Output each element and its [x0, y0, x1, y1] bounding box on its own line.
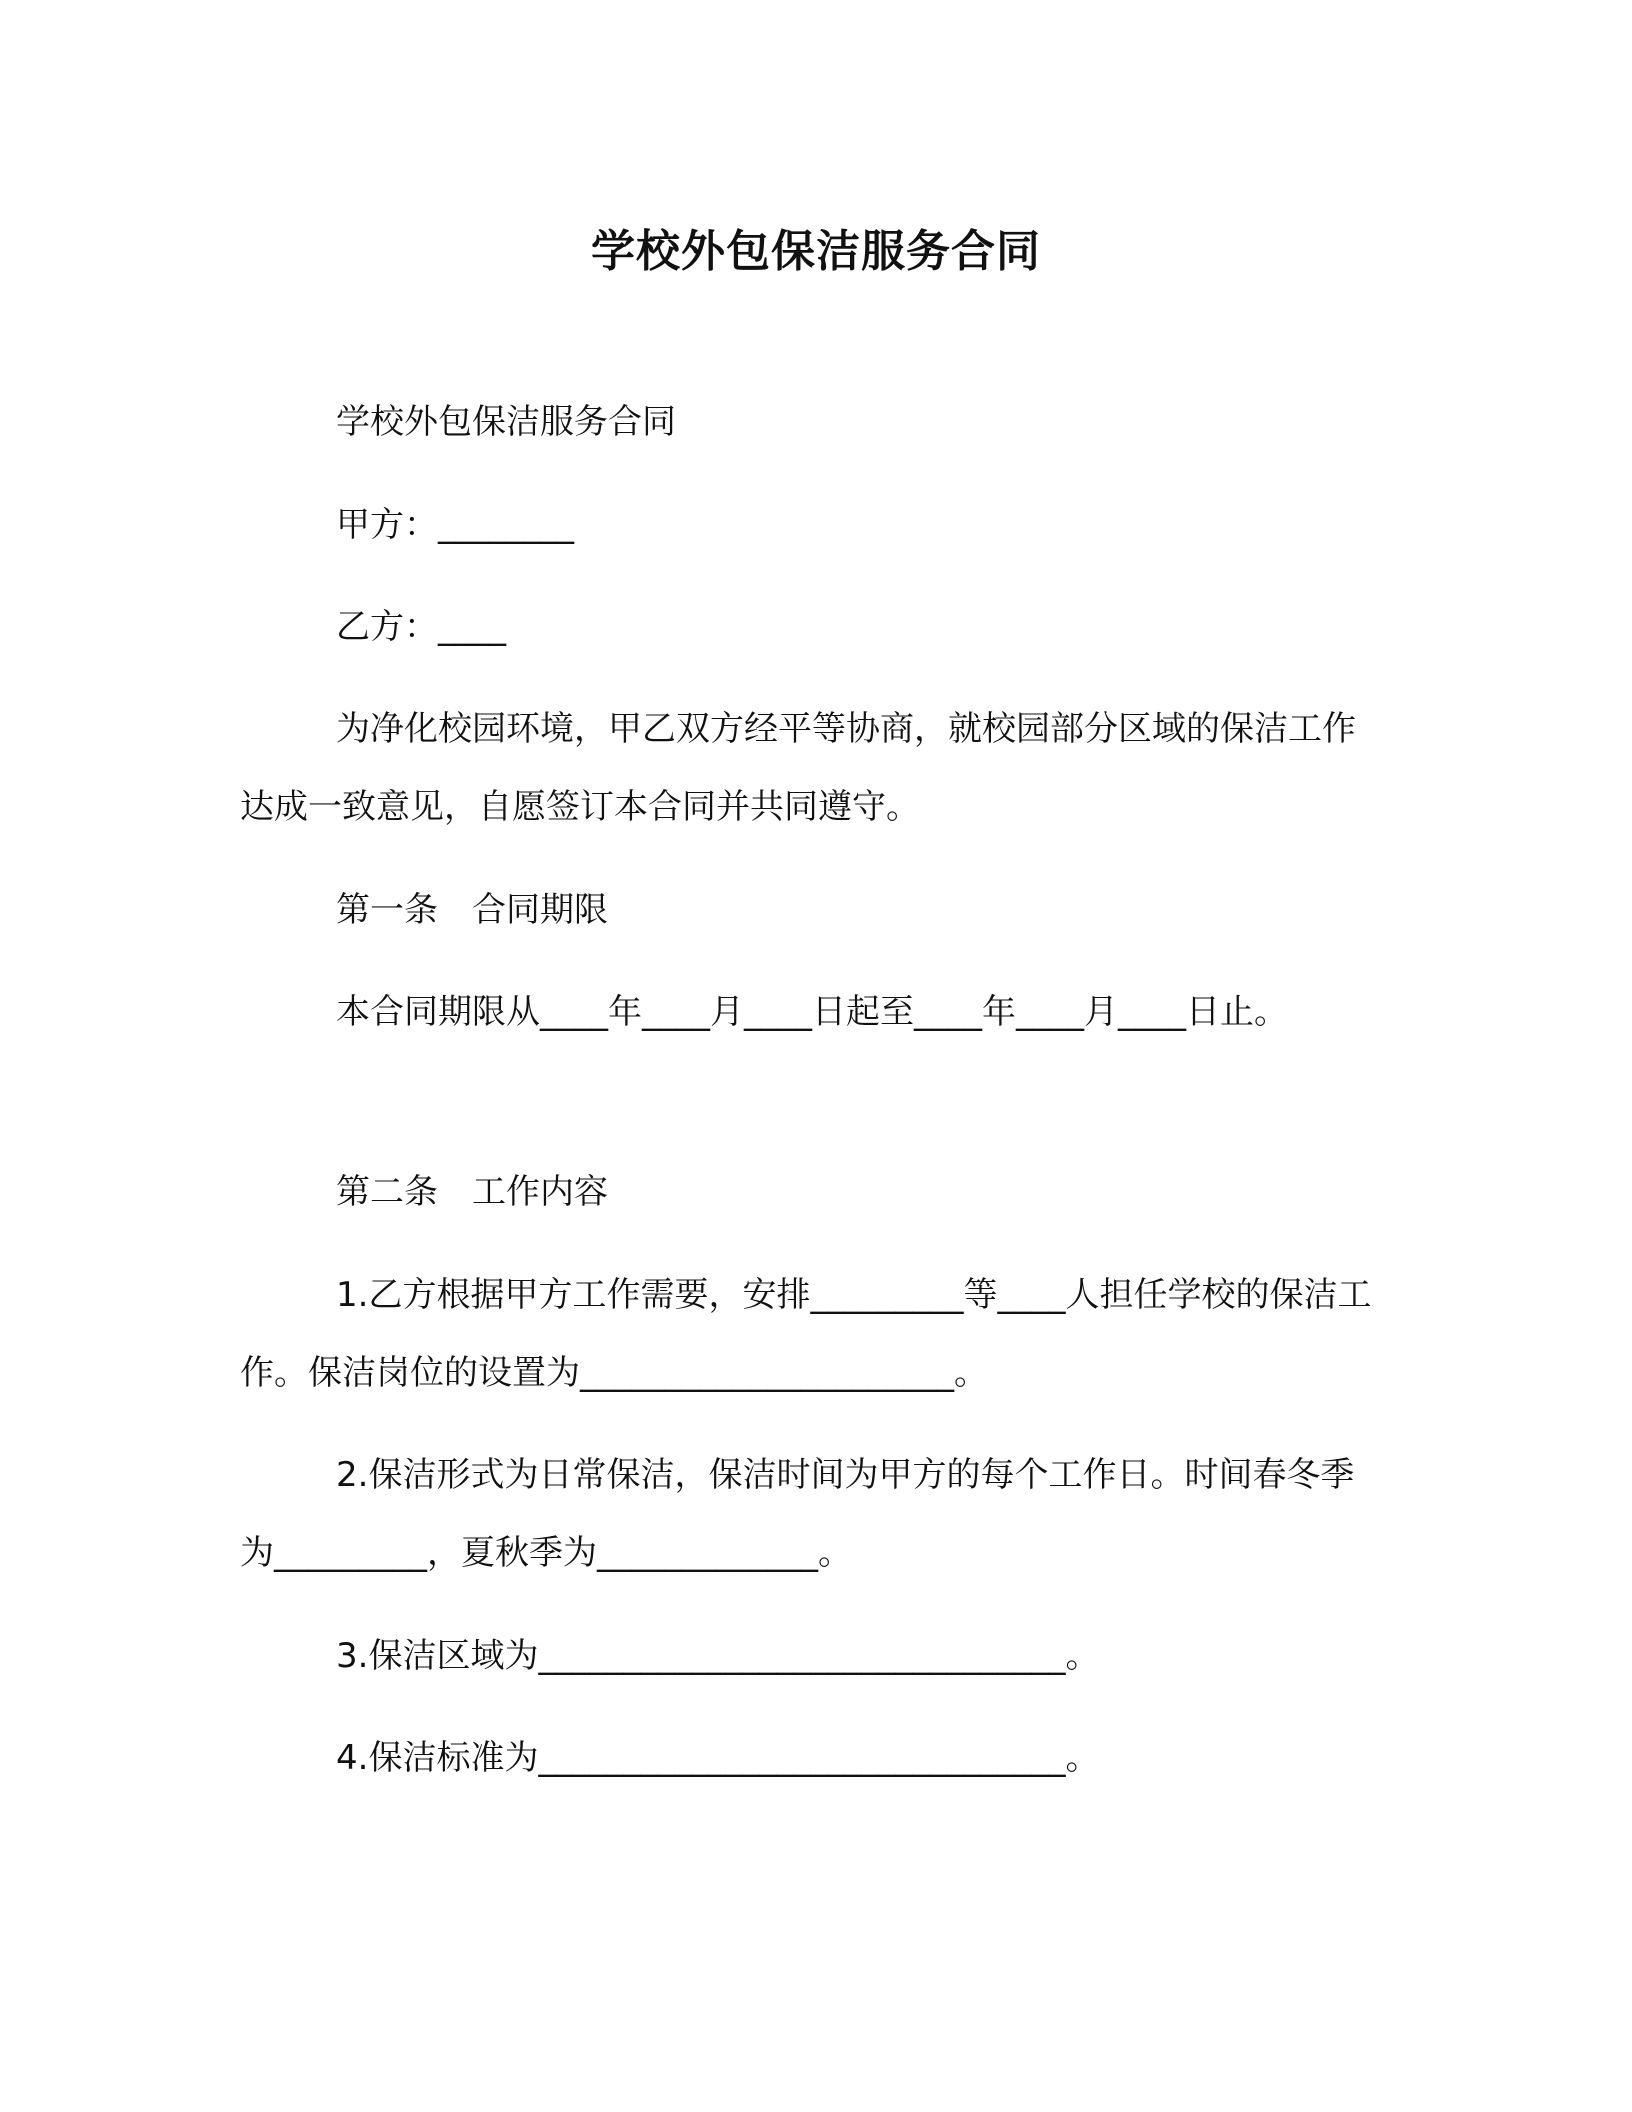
paragraph-work-item-2: 2.保洁形式为日常保洁，保洁时间为甲方的每个工作日。时间春冬季为_________，夏秋季为_____________。	[240, 1455, 1355, 1573]
paragraph-contract-name: 学校外包保洁服务合同	[336, 402, 676, 442]
heading-article-1: 第一条 合同期限	[336, 890, 608, 930]
paragraph-party-a: 甲方：________	[336, 505, 574, 545]
document-title: 学校外包保洁服务合同	[591, 226, 1041, 277]
paragraph-preamble: 为净化校园环境，甲乙双方经平等协商，就校园部分区域的保洁工作达成一致意见，自愿签订本合同并共同遵守。	[240, 709, 1356, 827]
paragraph-work-item-4: 4.保洁标准为_______________________________。	[336, 1738, 1100, 1778]
paragraph-work-item-1: 1.乙方根据甲方工作需要，安排_________等____人担任学校的保洁工作。保洁岗位的设置为______________________。	[240, 1275, 1372, 1393]
paragraph-contract-term: 本合同期限从____年____月____日起至____年____月____日止。	[336, 992, 1288, 1032]
paragraph-party-b: 乙方：____	[336, 607, 506, 647]
heading-article-2: 第二条 工作内容	[336, 1172, 608, 1212]
paragraph-work-item-3: 3.保洁区域为_______________________________。	[336, 1636, 1100, 1676]
